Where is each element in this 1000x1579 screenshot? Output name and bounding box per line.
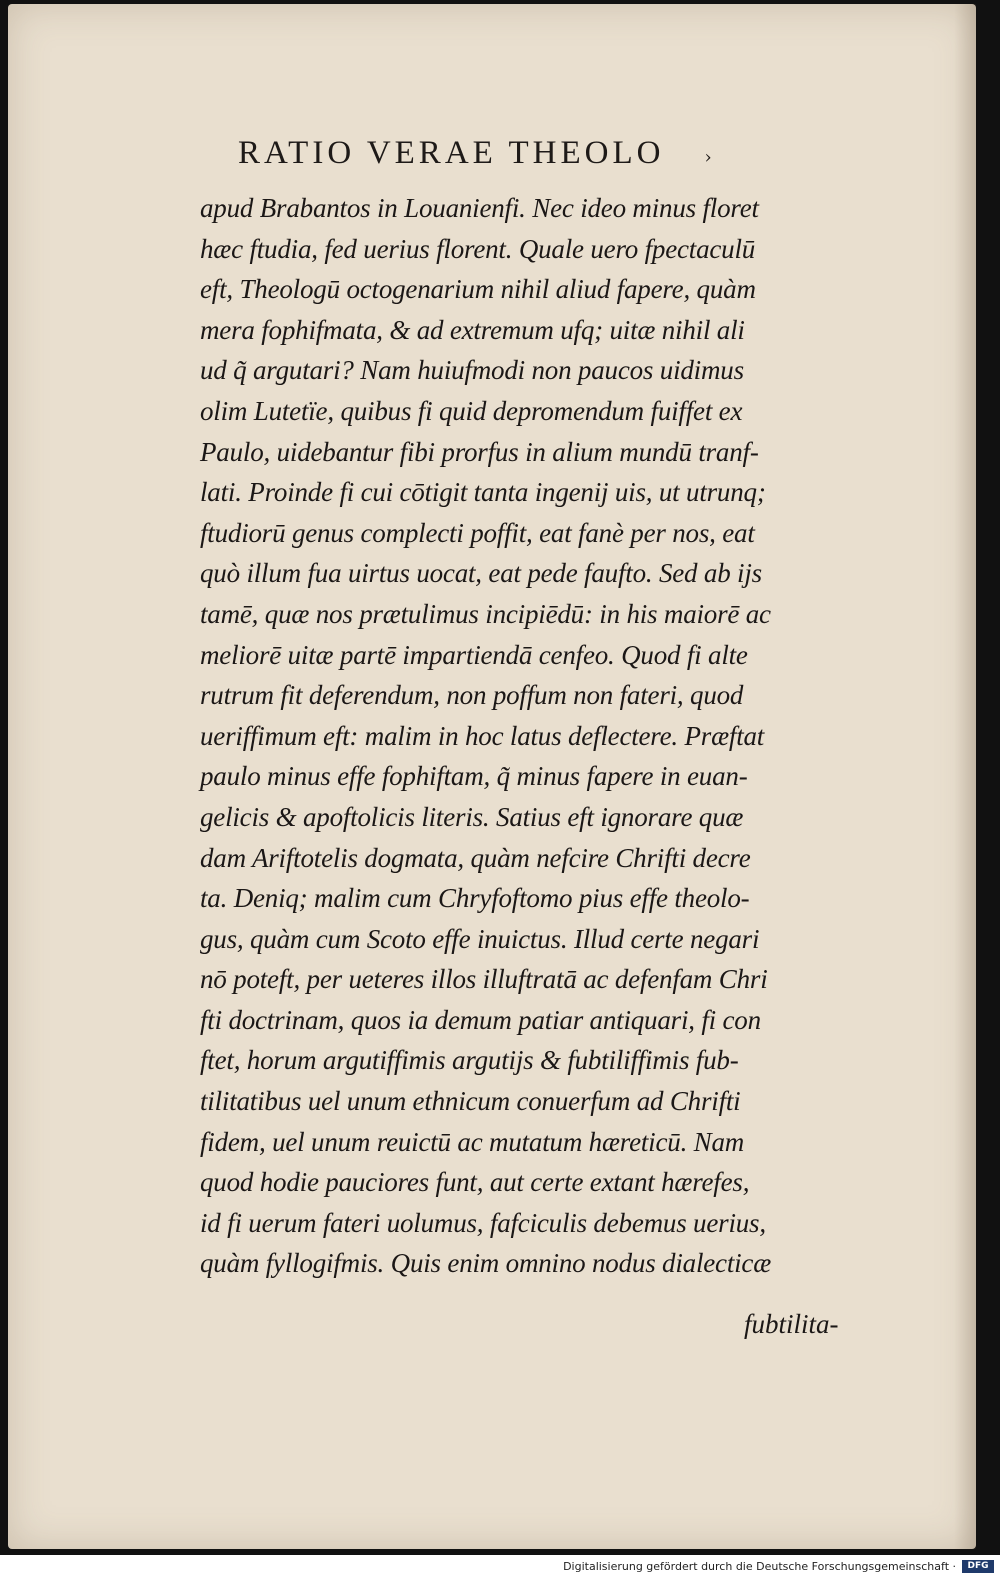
text-line: mera fophifmata, & ad extremum ufq; uitæ nihil ali — [200, 314, 745, 345]
text-line: quàm fyllogifmis. Quis enim omnino nodus dialecticæ — [200, 1248, 772, 1279]
text-line: ftet, horum argutiffimis argutijs & fubtiliffimis fub- — [200, 1045, 739, 1076]
text-line: hæc ftudia, fed uerius florent. Quale uero fpectaculū — [200, 233, 756, 264]
text-line: gelicis & apoftolicis literis. Satius eft ignorare quæ — [200, 801, 744, 832]
text-line: tilitatibus uel unum ethnicum conuerfum ad Chrifti — [200, 1086, 741, 1117]
text-line: fti doctrinam, quos ia demum patiar antiquari, fi con — [200, 1004, 761, 1035]
text-line: gus, quàm cum Scoto effe inuictus. Illud certe negari — [200, 923, 760, 954]
running-head — [238, 132, 798, 172]
text-line: id fi uerum fateri uolumus, fafciculis debemus uerius, — [200, 1207, 766, 1238]
text-line: paulo minus effe fophiftam, q̃ minus fapere in euan- — [200, 761, 748, 792]
catchword: fubtilita- — [744, 1309, 839, 1339]
text-line: ud q̃ argutari? Nam huiufmodi non paucos uidimus — [200, 355, 744, 386]
text-line: rutrum fit deferendum, non poffum non fateri, quod — [200, 680, 744, 711]
text-line: apud Brabantos in Louanienfi. Nec ideo minus floret — [200, 193, 759, 223]
text-line: quò illum fua uirtus uocat, eat pede faufto. Sed ab ijs — [200, 558, 762, 589]
digitization-footer — [0, 1555, 1000, 1579]
body-text — [200, 188, 880, 1284]
text-line: fidem, uel unum reuictū ac mutatum hæreticū. Nam — [200, 1126, 745, 1157]
text-line: lati. Proinde fi cui cōtigit tanta ingenij uis, ut utrunq; — [200, 477, 766, 508]
text-line: eft, Theologū octogenarium nihil aliud fapere, quàm — [200, 274, 756, 305]
text-line: ueriffimum eft: malim in hoc latus deflectere. Præftat — [200, 720, 765, 751]
text-line: meliorē uitæ partē impartiendā cenfeo. Quod fi alte — [200, 639, 748, 670]
text-line: dam Ariftotelis dogmata, quàm nefcire Chrifti decre — [200, 842, 751, 873]
text-line: Paulo, uidebantur fibi prorfus in alium mundū tranf- — [200, 436, 759, 467]
text-line: quod hodie pauciores funt, aut certe extant hærefes, — [200, 1167, 750, 1198]
running-head-mark: › — [704, 147, 716, 168]
text-line: olim Lutetïe, quibus fi quid depromendum fuiffet ex — [200, 395, 743, 426]
page-edge-shadow — [954, 4, 976, 1549]
dfg-logo-icon: DFG — [962, 1560, 994, 1573]
text-line: ftudiorū genus complecti poffit, eat fanè per nos, eat — [200, 517, 755, 548]
running-head-text: RATIO VERAE THEOLO — [238, 135, 665, 171]
book-page — [8, 4, 976, 1549]
text-line: nō poteft, per ueteres illos illuftratā ac defenfam Chri — [200, 964, 768, 995]
footer-credit: Digitalisierung gefördert durch die Deutsche Forschungsgemeinschaft · — [563, 1560, 956, 1573]
text-line: tamē, quæ nos prætulimus incipiēdū: in his maiorē ac — [200, 598, 771, 629]
text-line: ta. Deniq; malim cum Chryfoftomo pius effe theolo- — [200, 883, 750, 914]
